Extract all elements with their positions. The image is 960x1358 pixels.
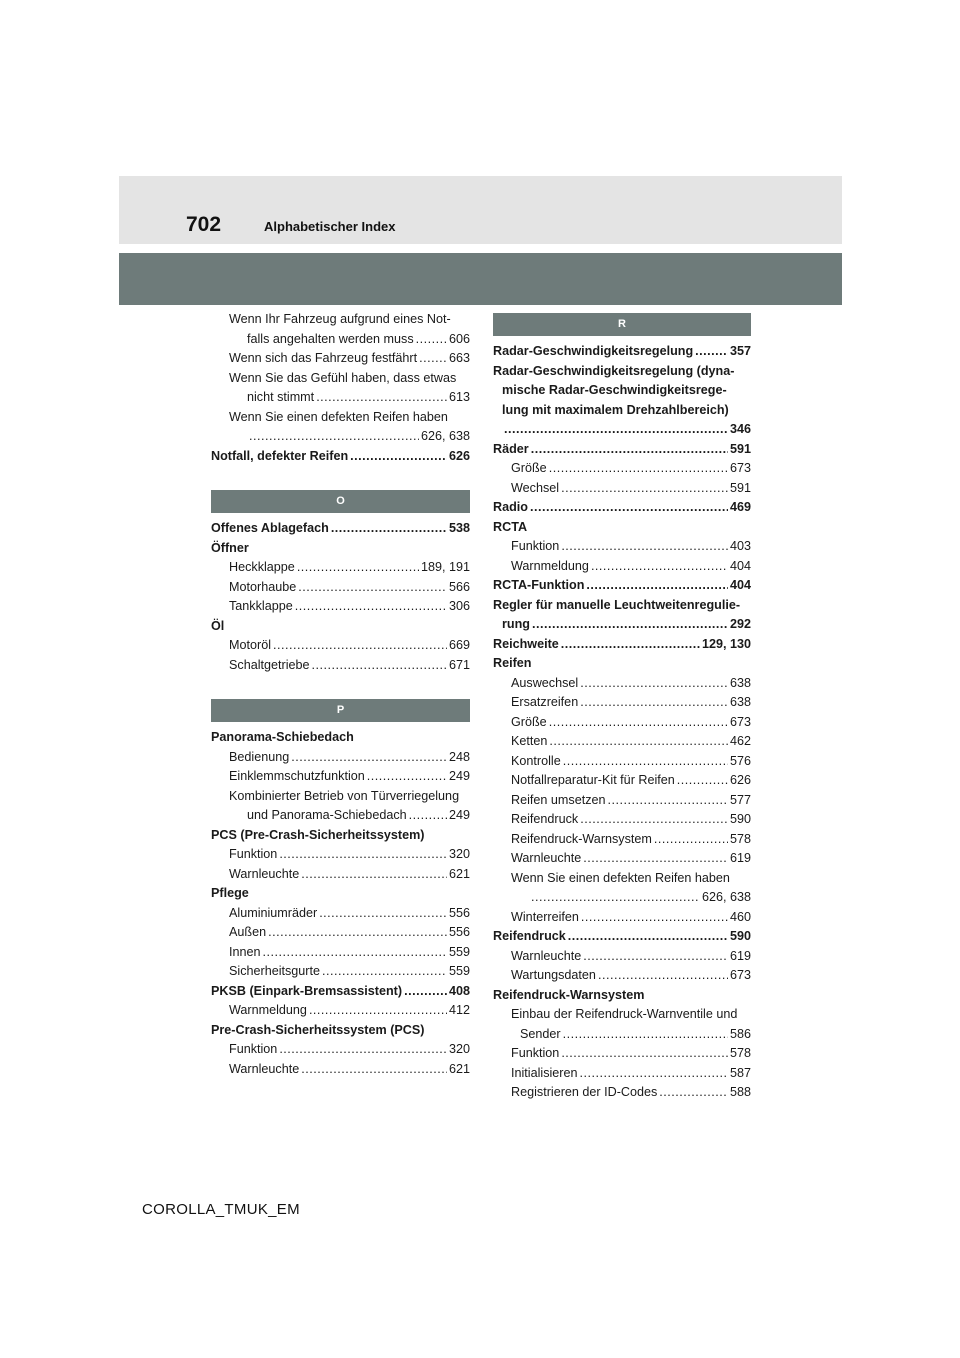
entry-text: Schaltgetriebe [229,657,310,672]
entry-page: 621 [448,866,470,881]
entry-page: 129, 130 [701,636,751,651]
index-entry [211,349,470,369]
entry-text: Warnleuchte [229,866,300,881]
entry-page: 626 [729,773,751,787]
index-entry [493,1083,751,1103]
entry-text: Reifendruck-Warnsystem [511,831,652,846]
entry-text: Ketten [511,734,548,748]
index-entry [211,1040,470,1060]
index-column-left [211,310,470,1079]
entry-text: nicht stimmt [247,390,315,404]
entry-text: rung [502,617,530,631]
entry-page: 404 [729,578,751,592]
index-entry [211,748,470,768]
index-entry [493,401,751,421]
entry-page: 249 [448,808,470,822]
entry-page: 577 [729,792,751,807]
index-entry [493,732,751,752]
entry-text: Notfallreparatur-Kit für Reifen [511,773,675,787]
entry-text: Öl [211,618,225,633]
index-entry [493,1005,751,1025]
entry-page: 320 [448,847,470,861]
entry-text: Ersatzreifen [511,695,579,709]
entry-text: RCTA [493,519,528,534]
document-code: COROLLA_TMUK_EM [142,1201,300,1218]
entry-page: 559 [448,944,470,959]
index-entry [493,947,751,967]
index-entry [493,771,751,791]
index-entry [493,557,751,577]
header-bar [119,253,842,305]
entry-page: 538 [448,521,470,535]
index-entry [493,440,751,460]
entry-text: Reifendruck [493,929,566,943]
entry-page: 591 [729,441,751,456]
page-number: 702 [186,213,222,236]
entry-page: 638 [729,675,751,690]
entry-page: 619 [729,851,751,865]
section-title: Alphabetischer Index [264,219,396,234]
entry-text: Tankklappe [229,599,293,613]
entry-page: 619 [729,948,751,963]
index-entry [493,342,751,362]
entry-page: 606 [448,331,470,346]
entry-text: Wenn sich das Fahrzeug festfährt [229,351,418,365]
entry-page: 320 [448,1042,470,1056]
index-entry [211,943,470,963]
entry-text: Offenes Ablagefach [211,521,329,535]
entry-text: Aluminiumräder [229,905,318,920]
entry-text: Reifendruck-Warnsystem [493,987,645,1002]
entry-text: Warnmeldung [229,1003,307,1017]
index-entry [493,849,751,869]
index-entry [211,806,470,826]
entry-text: Wenn Sie einen defekten Reifen haben [511,870,730,885]
entry-page: 663 [448,351,470,365]
entry-text: Pflege [211,886,249,900]
entry-page: 626 [448,448,470,463]
index-entry [493,1044,751,1064]
entry-page: 412 [448,1003,470,1017]
entry-text: Panorama-Schiebedach [211,730,354,744]
entry-text: Wenn Sie einen defekten Reifen haben [229,409,448,424]
entry-page: 408 [448,983,470,998]
entry-page: 638 [729,695,751,709]
entry-text: mische Radar-Geschwindigkeitsrege- [502,383,727,397]
index-entry [493,518,751,538]
entry-text: Reichweite [493,636,559,651]
index-entry [211,1060,470,1080]
index-entry [211,310,470,330]
index-entry [211,330,470,350]
entry-text: Reifen [493,656,532,670]
index-entry [211,597,470,617]
entry-page: 578 [729,1046,751,1060]
entry-text: Warnleuchte [511,948,582,963]
entry-page: 626, 638 [701,890,751,904]
entry-page: 590 [729,812,751,826]
index-entry [493,420,751,440]
entry-page: 346 [729,422,751,436]
index-entry [493,791,751,811]
entry-page: 357 [729,344,751,358]
entry-page: 306 [448,599,470,613]
index-entry [211,519,470,539]
index-entry [493,888,751,908]
index-entry [211,636,470,656]
index-entry [493,1025,751,1045]
entry-text: Sicherheitsgurte [229,964,321,978]
entry-page: 588 [729,1085,751,1099]
entry-text: Einbau der Reifendruck-Warnventile und [511,1007,738,1021]
entry-page: 590 [729,929,751,943]
index-entry [211,427,470,447]
entry-text: Warnmeldung [511,558,589,573]
entry-text: Funktion [511,539,560,553]
index-entry [493,908,751,928]
entry-text: Wenn Sie das Gefühl haben, dass etwas [229,370,457,385]
entry-text: Heckklappe [229,560,295,574]
entry-text: Wenn Ihr Fahrzeug aufgrund eines Not- [229,312,451,326]
entry-page: 189, 191 [420,560,470,574]
entry-page: 559 [448,964,470,978]
index-entry [211,1021,470,1041]
entry-text: Wartungsdaten [511,968,596,982]
entry-text: Einklemmschutzfunktion [229,769,365,783]
entry-text: Pre-Crash-Sicherheitssystem (PCS) [211,1022,425,1037]
index-entry [211,617,470,637]
entry-page: 587 [729,1065,751,1080]
entry-text: Radar-Geschwindigkeitsregelung [493,344,694,358]
index-entry [493,362,751,382]
index-entry [211,767,470,787]
entry-text: Außen [229,925,267,939]
entry-text: Notfall, defekter Reifen [211,448,349,463]
entry-page: 591 [729,480,751,495]
entry-page: 469 [729,500,751,514]
entry-text: RCTA-Funktion [493,578,585,592]
entry-text: Größe [511,461,547,475]
index-entry [211,558,470,578]
entry-page: 586 [729,1026,751,1041]
index-entry [211,982,470,1002]
entry-text: Regler für manuelle Leuchtweitenregulie- [493,597,741,612]
index-entry [493,693,751,713]
entry-page: 673 [729,714,751,729]
header-band [119,176,842,244]
index-entry [493,498,751,518]
entry-text: Sender [520,1026,561,1041]
entry-page: 249 [448,769,470,783]
entry-page: 403 [729,539,751,553]
entry-text: falls angehalten werden muss [247,331,414,346]
index-entry [211,923,470,943]
entry-text: Räder [493,441,529,456]
entry-text: Öffner [211,540,249,555]
entry-page: 566 [448,579,470,594]
entry-text: Radar-Geschwindigkeitsregelung (dyna- [493,363,735,378]
index-entry [493,576,751,596]
entry-text: Registrieren der ID-Codes [511,1085,658,1099]
entry-page: 626, 638 [420,429,470,443]
index-entry [493,635,751,655]
entry-page: 248 [448,749,470,764]
entry-page: 673 [729,968,751,982]
index-entry [493,654,751,674]
index-entry [211,578,470,598]
index-entry [211,447,470,467]
entry-text: Innen [229,944,261,959]
entry-page: 578 [729,831,751,846]
index-entry [211,1001,470,1021]
entry-page: 613 [448,390,470,404]
entry-text: Kontrolle [511,753,561,768]
index-column-right [493,313,751,1103]
entry-page: 669 [448,638,470,652]
entry-text: PCS (Pre-Crash-Sicherheitssystem) [211,827,425,842]
index-entry [493,596,751,616]
index-entry [211,388,470,408]
entry-text: Initialisieren [511,1065,578,1080]
entry-page: 292 [729,617,751,631]
entry-page: 404 [729,558,751,573]
index-entry [211,408,470,428]
letter-divider-r: R [493,313,751,336]
entry-page: 673 [729,461,751,475]
index-entry [493,810,751,830]
entry-text: Warnleuchte [229,1061,300,1076]
entry-text: Funktion [229,847,278,861]
index-entry [493,459,751,479]
entry-page: 462 [729,734,751,748]
entry-text: Wechsel [511,480,560,495]
index-entry [211,826,470,846]
entry-text: Bedienung [229,749,290,764]
index-entry [493,1064,751,1084]
index-entry [211,845,470,865]
index-entry [493,830,751,850]
entry-page: 621 [448,1061,470,1076]
index-entry [493,615,751,635]
index-entry [211,904,470,924]
entry-text: Winterreifen [511,909,579,924]
entry-text: Auswechsel [511,675,579,690]
entry-text: Kombinierter Betrieb von Türverriegelung [229,788,460,803]
entry-text: Größe [511,714,547,729]
entry-text: Motorhaube [229,579,297,594]
entry-text: Warnleuchte [511,851,582,865]
letter-divider-o: O [211,490,470,513]
index-entry [211,369,470,389]
index-entry [211,865,470,885]
index-entry [493,752,751,772]
entry-text: Funktion [511,1046,560,1060]
index-entry [493,381,751,401]
index-entry [211,962,470,982]
entry-page: 671 [448,657,470,672]
entry-text: und Panorama-Schiebedach [247,808,407,822]
index-entry [211,656,470,676]
entry-text: Reifen umsetzen [511,792,606,807]
entry-text: PKSB (Einpark-Bremsassistent) [211,983,403,998]
index-entry [211,728,470,748]
index-entry [493,674,751,694]
index-entry [493,927,751,947]
entry-page: 576 [729,753,751,768]
entry-page: 556 [448,925,470,939]
index-entry [493,537,751,557]
index-entry [493,479,751,499]
index-entry [211,884,470,904]
entry-text: Funktion [229,1042,278,1056]
index-entry [493,986,751,1006]
index-entry [493,966,751,986]
entry-text: Motoröl [229,638,271,652]
index-entry [493,869,751,889]
entry-text: Reifendruck [511,812,579,826]
letter-divider-p: P [211,699,470,722]
entry-text: Radio [493,500,528,514]
index-entry [211,539,470,559]
index-entry [493,713,751,733]
entry-page: 556 [448,905,470,920]
index-entry [211,787,470,807]
entry-page: 460 [729,909,751,924]
entry-text: lung mit maximalem Drehzahlbereich) [502,402,729,417]
